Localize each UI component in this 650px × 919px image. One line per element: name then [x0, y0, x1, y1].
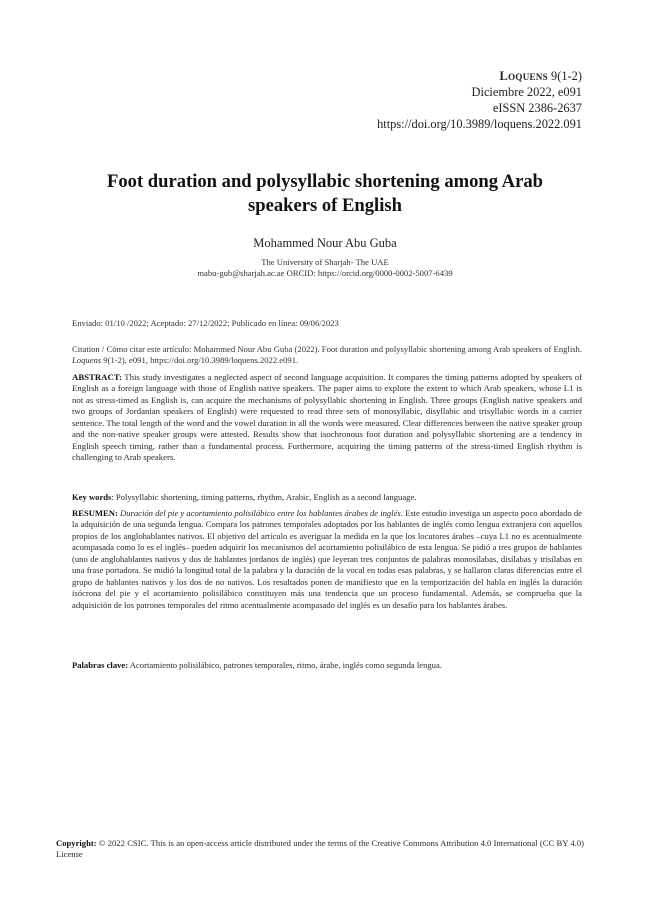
keywords-text: : Polysyllabic shortening, timing patterns, rhythm, Arabic, English as a second language.	[111, 492, 417, 502]
resumen-label: RESUMEN:	[72, 508, 118, 518]
issue-date: Diciembre 2022, e091	[471, 85, 582, 99]
resumen-text: Este estudio investiga un aspecto poco abordado de la adquisición de una segunda lengua. Compara los patrones temporales adoptados por los hablantes de inglés como lengua extranjera con aquellos propios de los anglohablantes nativos. El objetivo del artículo es averiguar la medida en la que los locutores árabes –cuya L1 no es acentualmente acompasada como lo es el inglés– pueden adquirir los mecanismos del acortamiento polisilábico de esta lengua. Se pidió a tres grupos de hablantes (uno de anglohablantes nativos y dos de hablantes jordanos de inglés) que leyeran tres conjuntos de palabras monosílabas, disílabas y trisílabas en una frase portadora. Se midió la longitud total de la palabra y la duración de la vocal en todas esas palabras, y se hallaron claras diferencias entre el grupo de hablantes nativos y los dos de no nativos. Los resultados ponen de manifiesto que en la temporización del habla en inglés la duración isócrona del pie y el acortamiento polisilábico constituyen más una tendencia que un proceso fundamental. Además, se comprueba que la adquisición de los patrones temporales del ritmo acentualmente acompasado del inglés es un desafío para los hablantes árabes.	[72, 508, 582, 610]
eissn: eISSN 2386-2637	[492, 101, 582, 115]
article-title	[60, 170, 590, 218]
citation	[72, 344, 582, 367]
resumen-title: Duración del pie y acortamiento polisilábico entre los hablantes árabes de inglés.	[117, 508, 403, 518]
copyright-notice	[56, 838, 584, 861]
journal-volume-line	[377, 68, 582, 84]
palabras-text: Acortamiento polisilábico, patrones temporales, ritmo, árabe, inglés como segunda lengua.	[128, 660, 442, 670]
title-line-1: Foot duration and polysyllabic shortening among Arab	[107, 171, 543, 192]
abstract	[72, 372, 582, 464]
doi-link[interactable]: https://doi.org/10.3989/loquens.2022.091	[377, 117, 582, 131]
citation-text: Citation / Cómo citar este artículo: Mohammed Nour Abu Guba (2022). Foot duration and polysyllabic shortening among Arab speakers of English.	[72, 344, 582, 354]
journal-name: Loquens	[499, 69, 548, 83]
citation-journal: Loquens	[72, 355, 102, 366]
submission-dates: Enviado: 01/10 /2022; Aceptado: 27/12/2022; Publicado en línea: 09/06/2023	[72, 318, 339, 328]
palabras-label: Palabras clave:	[72, 660, 129, 670]
keywords-label: Key words	[72, 492, 112, 502]
keywords	[72, 492, 582, 503]
palabras-clave	[72, 660, 582, 671]
copyright-label: Copyright:	[56, 838, 97, 848]
affiliation: The University of Sharjah- The UAE	[261, 257, 389, 267]
author-name: Mohammed Nour Abu Guba	[253, 236, 397, 250]
citation-suffix: 9(1-2), e091, https://doi.org/10.3989/loquens.2022.e091.	[101, 355, 299, 366]
journal-header	[377, 68, 582, 132]
title-line-2: speakers of English	[248, 195, 402, 216]
author-affiliation-block	[0, 257, 650, 279]
author-contact: mabu-gub@sharjah.ac.ae ORCID: https://orcid.org/0000-0002-5007-6439	[197, 268, 453, 278]
journal-volume: 9(1-2)	[551, 69, 582, 83]
resumen	[72, 508, 582, 611]
copyright-text: © 2022 CSIC. This is an open-access article distributed under the terms of the Creative Commons Attribution 4.0 International (CC BY 4.0) License	[56, 838, 584, 860]
abstract-text: This study investigates a neglected aspect of second language acquisition. It compares the timing patterns adopted by speakers of English as a foreign language with those of English native speakers. The paper aims to explore the extent to which Arab speakers, whose L1 is not as stress-timed as English is, can acquire the mechanisms of polysyllabic shortening in English. Three groups (English native speakers and two groups of Jordanian speakers of English) were requested to read three sets of monosyllabic, disyllabic and trisyllabic words in a carrier sentence. The total length of the word and the vowel duration in all the words were measured. Clear differences between the native speaker group and the non-native speaker groups were attested. Results show that isochronous foot duration and polysyllabic shortening are a tendency in English speech timing, rather than a fundamental process. Furthermore, acquiring the timing patterns of the stress-timed English rhythm is challenging to Arab speakers.	[72, 372, 582, 463]
abstract-label: ABSTRACT:	[72, 372, 122, 382]
